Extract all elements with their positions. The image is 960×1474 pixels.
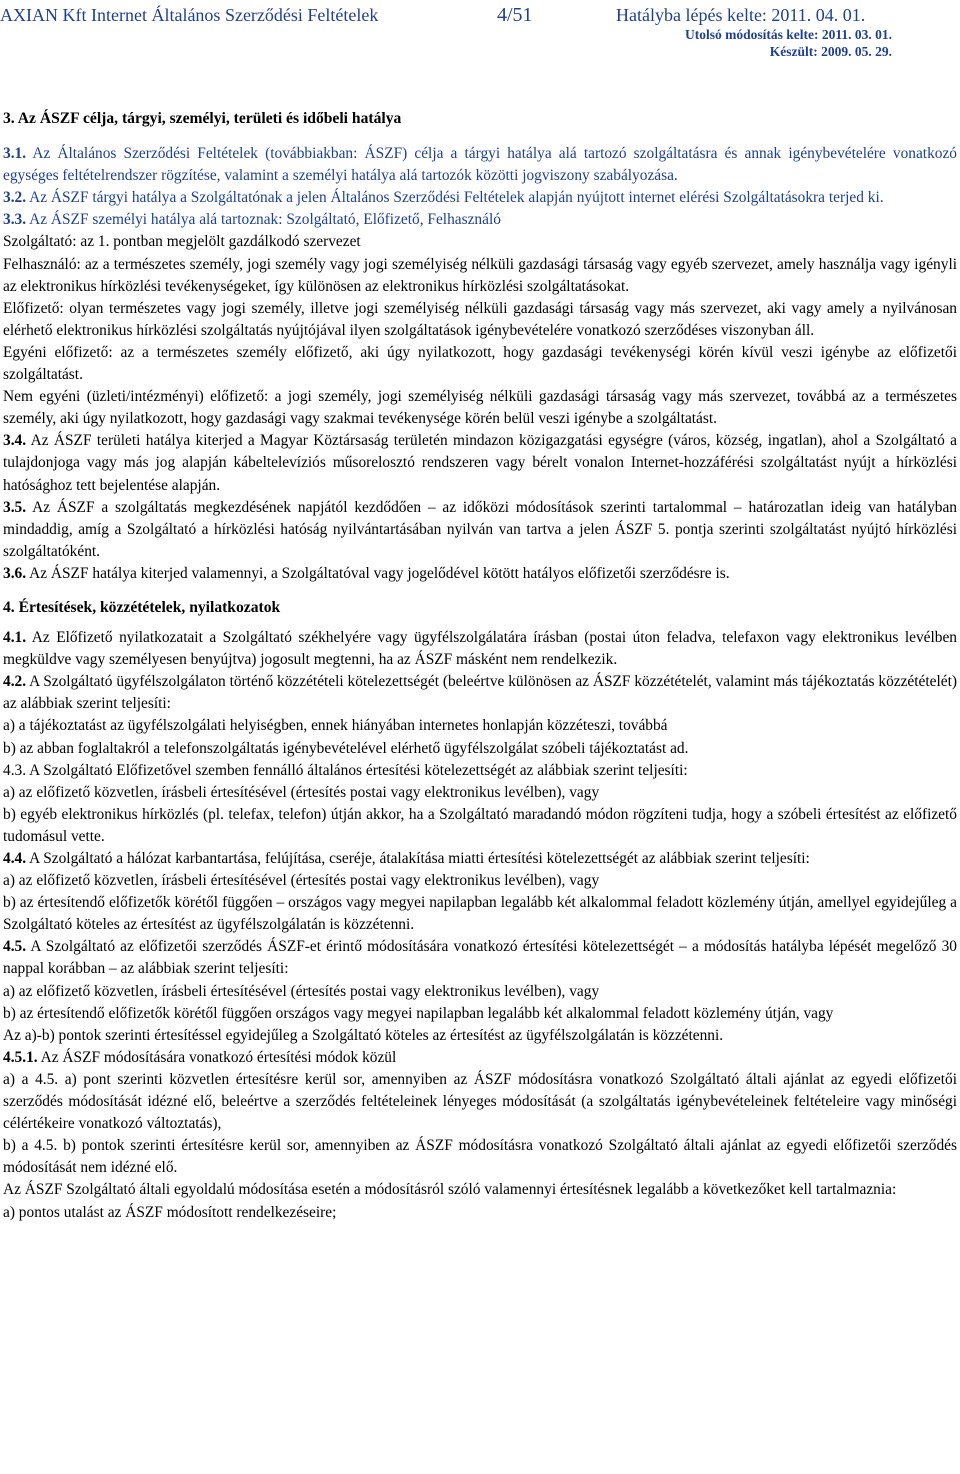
paragraph-4-1 — [3, 627, 957, 671]
paragraph-text: Az ÁSZF hatálya kiterjed valamennyi, a Szolgáltatóval vagy jogelődével kötött hatályos előfizetői szerződésre is. — [26, 564, 730, 582]
paragraph-4-5-a: a) az előfizető közvetlen, írásbeli értesítésével (értesítés postai vagy elektronikus levélben), vagy — [3, 982, 600, 1000]
paragraph-4-5-1-a: a) a 4.5. a) pont szerinti közvetlen értesítésre kerül sor, amennyiben az ÁSZF módosításra vonatkozó Szolgáltató általi ajánlat az egyedi előfizetői szerződés módosítását idézné elő, beleértve a szerződés feltételeinek lényeges módosítását (a szolgáltatás igénybevételeinek feltételeire vagy minőségi célértékeire vonatkozó változtatás), — [3, 1070, 957, 1133]
paragraph-4-5-1-c: Az ÁSZF Szolgáltató általi egyoldalú módosítása esetén a módosításról szóló valamennyi értesítésnek legalább a következőket kell tartalmaznia: — [3, 1181, 897, 1199]
paragraph-number: 4.4. — [3, 850, 27, 867]
paragraph-4-2-b: b) az abban foglaltakról a telefonszolgáltatás igénybevételével elérhető ügyfélszolgálat szóbeli tájékoztatást ad. — [3, 739, 689, 757]
paragraph-4-5-1-d: a) pontos utalást az ÁSZF módosított rendelkezéseire; — [3, 1203, 337, 1221]
page-header — [0, 0, 960, 95]
paragraph-text: Az Előfizető nyilatkozatait a Szolgáltató székhelyére vagy ügyfélszolgálatára írásban (postai úton feladva, telefaxon vagy elektronikus levélben megküldve vagy személyesen benyújtva) jogosult megtenni, ha az ÁSZF másként nem rendelkezik. — [3, 629, 957, 669]
header-modified-date: Utolsó módosítás kelte: 2011. 03. 01. — [685, 27, 892, 42]
paragraph-3-3-szolgaltato: Szolgáltató: az 1. pontban megjelölt gazdálkodó szervezet — [3, 233, 361, 251]
paragraph-3-3 — [3, 209, 957, 231]
paragraph-4-5-c: Az a)-b) pontok szerinti értesítéssel egyidejűleg a Szolgáltató köteles az értesítést az ügyfélszolgálatán is közzétenni. — [3, 1026, 724, 1044]
paragraph-number: 3.1. — [3, 145, 27, 163]
paragraph-text: Az ÁSZF területi hatálya kiterjed a Magyar Köztársaság területén mindazon közigazgatási egységre (város, község, ingatlan), ahol a Szolgáltató a tulajdonjoga vagy más jog alapján kábeltelevíziós műsorelosztó rendszeren vagy bérelt vonalon Internet-hozzáférési szolgáltatást nyújt a hírközlési hatósághoz tett bejelentése alapján. — [3, 432, 957, 494]
paragraph-4-3: 4.3. A Szolgáltató Előfizetővel szemben fennálló általános értesítési kötelezettségét az alábbiak szerint teljesíti: — [3, 761, 688, 779]
paragraph-number: 4.5. — [3, 938, 27, 956]
paragraph-number: 3.2. — [3, 189, 27, 207]
paragraph-text: A Szolgáltató az előfizetői szerződés ÁSZF-et érintő módosítására vonatkozó értesítési kötelezettségét – a módosítás hatályba lépését megelőző 30 nappal korábban – az alábbiak szerint teljesíti: — [3, 938, 957, 978]
paragraph-4-4-b: b) az értesítendő előfizetők körétől függően – országos vagy megyei napilapban legalább két alkalommal feladott közlemény útján, amellyel egyidejűleg a Szolgáltató köteles az értesítést az ügyfélszolgálatán is közzétenni. — [3, 894, 957, 934]
paragraph-3-3-felhasznalo: Felhasználó: az a természetes személy, jogi személy vagy jogi személyiség nélküli gazdasági társaság vagy egyéb szervezet, amely használja vagy igényli az elektronikus hírközlési tevékenységeket, így különösen az elektronikus hírközlési szolgáltatásokat. — [3, 255, 957, 295]
paragraph-3-2 — [3, 187, 957, 209]
section-heading-4: 4. Értesítések, közzétételek, nyilatkozatok — [3, 598, 281, 616]
paragraph-text: Az Általános Szerződési Feltételek (továbbiakban: ÁSZF) célja a tárgyi hatálya alá tartozó szolgáltatásra és annak igénybevételére vonatkozó egységes feltételrendszer rögzítése, valamint a személyi hatálya alá tartozók közötti jogviszony szabályozása. — [3, 145, 957, 185]
paragraph-4-4 — [3, 848, 957, 870]
paragraph-text: Az ÁSZF személyi hatálya alá tartoznak: Szolgáltató, Előfizető, Felhasználó — [26, 211, 501, 229]
paragraph-number: 3.5. — [3, 498, 27, 516]
paragraph-4-5-b: b) az értesítendő előfizetők körétől függően országos vagy megyei napilapban legalább két alkalommal feladott közlemény útján, vagy — [3, 1004, 834, 1022]
paragraph-text: A Szolgáltató ügyfélszolgálaton történő közzétételi kötelezettségét (beleértve különösen az ÁSZF közzétételét, valamint más tájékoztatás közzétételét) az alábbiak szerint teljesíti: — [3, 673, 957, 713]
header-page-number: 4/51 — [497, 4, 533, 26]
paragraph-3-3-nem-egyeni-elofizeto: Nem egyéni (üzleti/intézményi) előfizető: a jogi személy, jogi személyiség nélküli gazdasági társaság vagy más szervezet, továbbá az a természetes személy, aki úgy nyilatkozott, hogy gazdasági vagy szakmai tevékenysége körén belül veszi igénybe a szolgáltatást. — [3, 388, 957, 428]
paragraph-3-3-elofizeto: Előfizető: olyan természetes vagy jogi személy, illetve jogi személyiség nélküli gazdasági társaság vagy más szervezet, aki vagy amely a nyilvánosan elérhető elektronikus hírközlési szolgáltatás nyújtójával ilyen szolgáltatások igénybevételére vonatkozó szerződéses viszonyban áll. — [3, 299, 957, 339]
paragraph-4-4-a: a) az előfizető közvetlen, írásbeli értesítésével (értesítés postai vagy elektronikus levélben), vagy — [3, 872, 600, 890]
header-company-title: AXIAN Kft Internet Általános Szerződési Feltételek — [0, 5, 379, 25]
paragraph-number: 3.4. — [3, 432, 27, 450]
paragraph-3-1 — [3, 143, 957, 187]
paragraph-4-5-1-b: b) a 4.5. b) pontok szerinti értesítésre kerül sor, amennyiben az ÁSZF módosításra vonatkozó Szolgáltató általi ajánlat az egyedi előfizetői szerződés módosítását nem idézné elő. — [3, 1137, 957, 1177]
paragraph-text: Az ÁSZF tárgyi hatálya a Szolgáltatónak a jelen Általános Szerződési Feltételek alapján nyújtott internet elérési Szolgáltatásokra terjed ki. — [26, 189, 884, 207]
paragraph-4-3-b: b) egyéb elektronikus hírközlés (pl. telefax, telefon) útján akkor, ha a Szolgáltató maradandó módon rögzíteni tudja, hogy a szóbeli értesítést az előfizető tudomásul vette. — [3, 805, 957, 845]
paragraph-4-5-1 — [3, 1047, 957, 1069]
paragraph-4-3-a: a) az előfizető közvetlen, írásbeli értesítésével (értesítés postai vagy elektronikus levélben), vagy — [3, 783, 600, 801]
paragraph-number: 4.5.1. — [3, 1048, 38, 1066]
paragraph-4-5 — [3, 936, 957, 980]
paragraph-3-4 — [3, 430, 957, 496]
paragraph-number: 4.2. — [3, 673, 27, 691]
paragraph-text: Az ÁSZF a szolgáltatás megkezdésének napjától kezdődően – az időközi módosítások szerinti tartalommal – határozatlan ideig van hatályban mindaddig, amíg a Szolgáltató a hírközlési hatóság nyilvántartásában nyilván van tartva a jelen ÁSZF 5. pontja szerinti szolgáltatást nyújtó hírközlési szolgáltatóként. — [3, 498, 957, 560]
header-created-date: Készült: 2009. 05. 29. — [769, 44, 892, 59]
paragraph-4-2 — [3, 671, 957, 715]
paragraph-text: A Szolgáltató a hálózat karbantartása, felújítása, cseréje, átalakítása miatti értesítési kötelezettségét az alábbiak szerint teljesíti: — [26, 850, 810, 867]
paragraph-number: 3.3. — [3, 211, 27, 229]
header-effective-date: Hatályba lépés kelte: 2011. 04. 01. — [616, 5, 866, 25]
document-body — [3, 104, 957, 1224]
paragraph-4-2-a: a) a tájékoztatást az ügyfélszolgálati helyiségben, ennek hiányában internetes honlapján közzéteszi, továbbá — [3, 717, 668, 735]
paragraph-3-5 — [3, 497, 957, 563]
section-heading-3: 3. Az ÁSZF célja, tárgyi, személyi, területi és időbeli hatálya — [3, 110, 402, 127]
paragraph-3-3-egyeni-elofizeto: Egyéni előfizető: az a természetes személy előfizető, aki úgy nyilatkozott, hogy gazdasági tevékenységi körén kívül veszi igénybe az előfizetői szolgáltatást. — [3, 343, 957, 384]
paragraph-number: 4.1. — [3, 629, 27, 647]
paragraph-number: 3.6. — [3, 564, 27, 582]
paragraph-3-6 — [3, 563, 957, 585]
paragraph-text: Az ÁSZF módosítására vonatkozó értesítési módok közül — [37, 1048, 397, 1066]
